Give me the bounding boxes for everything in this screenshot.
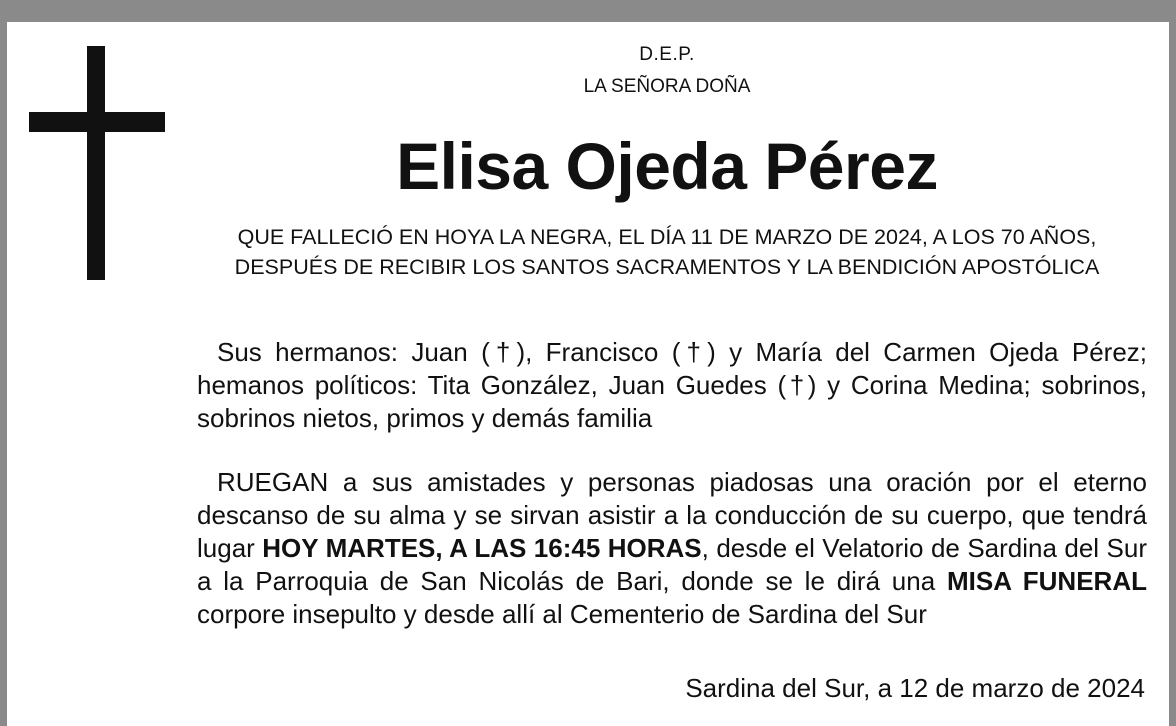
service-time: HOY MARTES, A LAS 16:45 HORAS	[262, 533, 702, 563]
salutation: LA SEÑORA DOÑA	[583, 76, 751, 97]
place-and-date: Sardina del Sur, a 12 de marzo de 2024	[685, 673, 1145, 703]
cross-horizontal-bar	[29, 112, 165, 132]
request-text-3: corpore insepulto y desde allí al Cementerio de Sardina del Sur	[197, 599, 927, 629]
request-paragraph	[197, 466, 1147, 631]
family-paragraph: Sus hermanos: Juan (†), Francisco (†) y María del Carmen Ojeda Pérez; hemanos políticos: Tita González, Juan Guedes (†) y Corina Medina; sobrinos, sobrinos nietos, primos y demás familia	[197, 337, 1147, 433]
death-announcement: QUE FALLECIÓ EN HOYA LA NEGRA, EL DÍA 11 DE MARZO DE 2024, A LOS 70 AÑOS, DESPUÉS DE RECIBIR LOS SANTOS SACRAMENTOS Y LA BENDICIÓN APOSTÓLICA	[234, 225, 1100, 279]
dep-label: D.E.P.	[639, 44, 695, 65]
request-text-1: RUEGAN a sus amistades y personas piadosas una oración por el eterno descanso de su alma y se sirvan asistir a la conducción de su cuerpo, que tendrá lugar	[197, 467, 1147, 563]
obituary-card	[7, 22, 1169, 726]
cross-vertical-bar	[87, 46, 105, 280]
cross-icon	[29, 46, 165, 280]
request-text-2: , desde el Velatorio de Sardina del Sur a la Parroquia de San Nicolás de Bari, donde se le dirá una	[197, 533, 1147, 596]
deceased-name: Elisa Ojeda Pérez	[396, 129, 938, 203]
mass-label: MISA FUNERAL	[946, 566, 1147, 596]
